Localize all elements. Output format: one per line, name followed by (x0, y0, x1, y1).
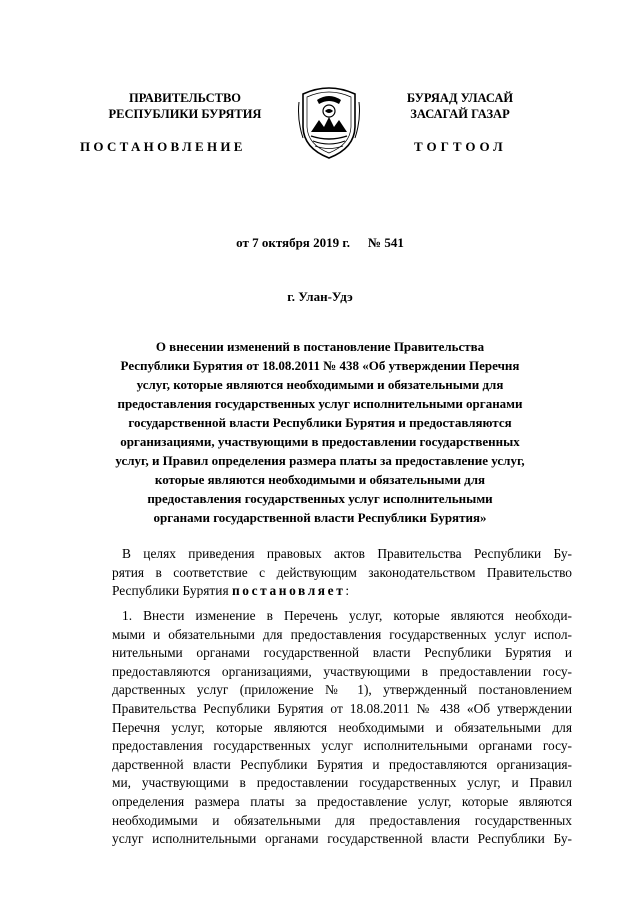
preamble-colon: : (345, 583, 350, 599)
preamble-line: рятия в соответствие с действующим законодательством Правительство (112, 564, 572, 580)
item-line: определения размера платы за предоставление услуг, которые являются (112, 793, 572, 809)
title-line: О внесении изменений в постановление Правительства (155, 339, 485, 354)
title-line: предоставления государственных услуг исполнительными органами (117, 396, 523, 411)
item-line: дарственной власти Республики Бурятия и предоставляются организация- (112, 756, 572, 772)
preamble-text: Республики Бурятия (112, 583, 229, 599)
title-line: предоставления государственных услуг исполнительными (147, 491, 493, 506)
document-date: от 7 октября 2019 г. (236, 235, 351, 250)
title-line: Республики Бурятия от 18.08.2011 № 438 «Об утверждении Перечня (120, 358, 520, 373)
decree-type-ru: ПОСТАНОВЛЕНИЕ (80, 139, 246, 154)
document-title (60, 337, 580, 527)
item-line: Перечня услуг, которые являются необходимыми и обязательными для (112, 719, 572, 735)
title-line: услуг, которые являются необходимыми и обязательными для (136, 377, 504, 392)
item-line: мыми и обязательными для предоставления государственных услуг испол- (112, 626, 572, 642)
decree-type-bua: ТОГТООЛ (414, 139, 507, 154)
header-left-line: РЕСПУБЛИКИ БУРЯТИЯ (108, 107, 262, 121)
resolves-word: постановляет (231, 583, 346, 599)
date-number-line (0, 235, 640, 251)
title-line: которые являются необходимыми и обязательными для (154, 472, 486, 487)
preamble-line: В целях приведения правовых актов Правительства Республики Бу- (122, 546, 572, 561)
item-line: предоставления государственных услуг исполнительными органами госу- (112, 738, 572, 754)
preamble-paragraph (112, 545, 572, 601)
item-line: 1. Внести изменение в Перечень услуг, которые являются необходи- (122, 608, 572, 623)
header-left-line: ПРАВИТЕЛЬСТВО (128, 91, 242, 105)
coat-of-arms-icon (297, 80, 361, 162)
item-line: дарственных услуг (приложение № 1), утвержденный постановлением (112, 682, 572, 698)
header-right-block (385, 90, 535, 122)
item-line: услуг исполнительными органами государственной власти Республики Бу- (112, 831, 572, 847)
title-line: организациями, участвующими в предоставлении государственных (120, 434, 520, 449)
header-right-line: ЗАСАГАЙ ГАЗАР (410, 107, 510, 121)
item-line: необходимыми и обязательными для предоставления государственных (112, 812, 572, 828)
title-line: услуг, и Правил определения размера платы за предоставление услуг, (115, 453, 525, 468)
preamble-line (112, 582, 572, 601)
item-line: нительными органами государственной власти Республики Бурятия и (112, 645, 572, 661)
header-left-block (96, 90, 274, 122)
title-line: органами государственной власти Республики Бурятия» (153, 510, 487, 525)
item-line: Правительства Республики Бурятия от 18.08.2011 № 438 «Об утверждении (112, 700, 572, 716)
item-line: ми, участвующими в предоставлении государственных услуг, и Правил (112, 775, 572, 791)
item-1-paragraph (112, 607, 572, 849)
header-right-line: БУРЯАД УЛАСАЙ (406, 91, 514, 105)
item-line: предоставляются организациями, участвующими в предоставлении госу- (112, 663, 572, 679)
document-number: № 541 (368, 235, 404, 250)
title-line: государственной власти Республики Бурятия и предоставляются (128, 415, 512, 430)
document-city: г. Улан-Удэ (287, 289, 353, 304)
